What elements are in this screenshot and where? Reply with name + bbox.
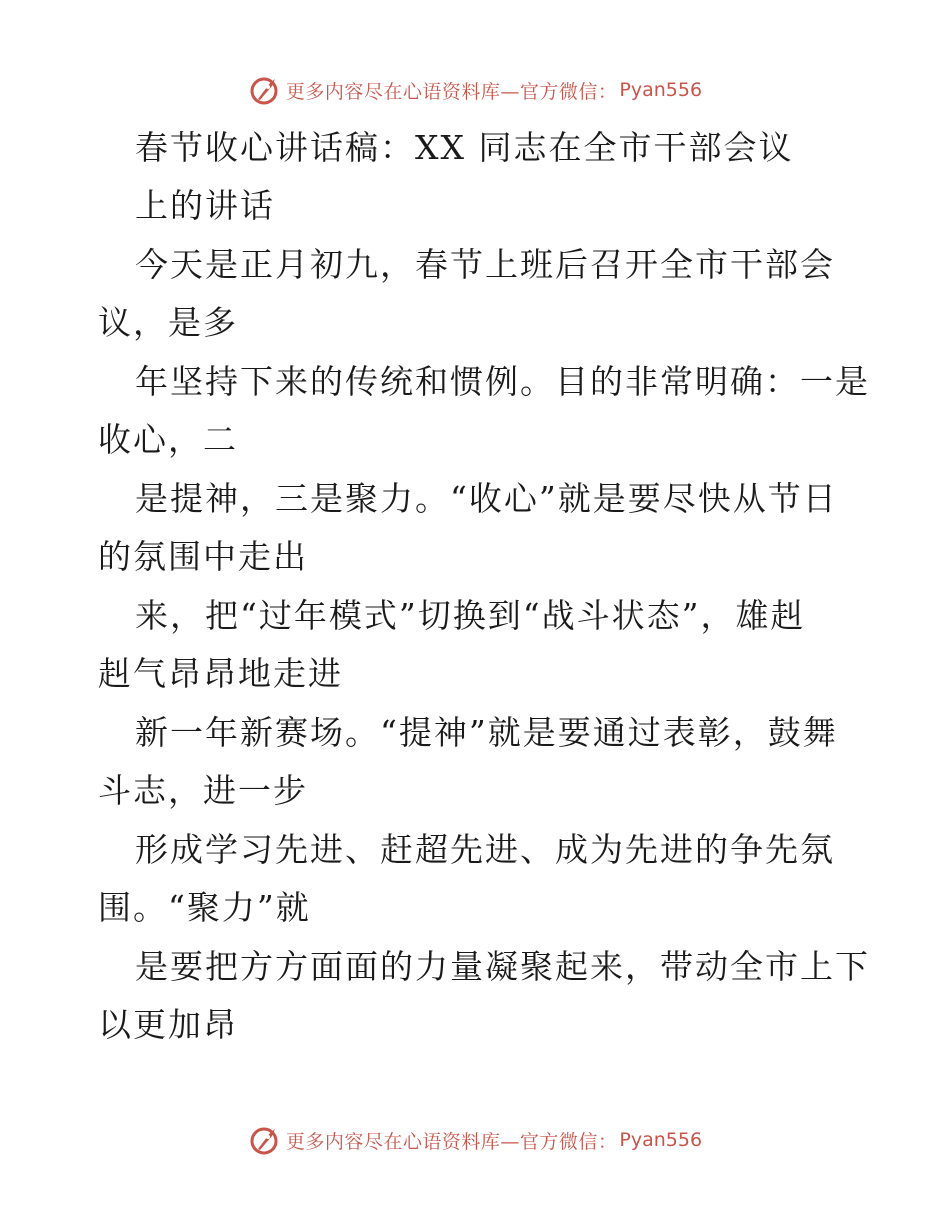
paragraph-line: 今天是正月初九，春节上班后召开全市干部会 (135, 245, 835, 284)
paragraph-line: 以更加昂 (98, 1005, 238, 1044)
paragraph-line: 是提神，三是聚力。“收心”就是要尽快从节日 (135, 479, 838, 518)
footer-watermark (0, 1122, 950, 1158)
paragraph-line: 赳气昂昂地走进 (98, 654, 343, 693)
paragraph-line: 议，是多 (98, 303, 238, 342)
paragraph-line: 新一年新赛场。“提神”就是要通过表彰，鼓舞 (135, 713, 838, 752)
watermark-wechat-id: Pyan556 (619, 1129, 703, 1151)
document-title-line-1: 春节收心讲话稿：XX 同志在全市干部会议 (135, 128, 794, 167)
paragraph-line: 形成学习先进、赶超先进、成为先进的争先氛 (135, 830, 835, 869)
watermark-text: 更多内容尽在心语资料库—官方微信： (285, 80, 618, 103)
paragraph-line: 来，把“过年模式”切换到“战斗状态”，雄赳 (135, 596, 806, 635)
paragraph-line: 收心，二 (98, 420, 238, 459)
paragraph-line: 年坚持下来的传统和惯例。目的非常明确：一是 (135, 362, 870, 401)
paragraph-line: 围。“聚力”就 (98, 888, 311, 927)
paragraph-line: 是要把方方面面的力量凝聚起来，带动全市上下 (135, 947, 870, 986)
pen-nib-logo-icon (248, 1123, 282, 1157)
paragraph-line: 斗志，进一步 (98, 771, 308, 810)
paragraph-line: 的氛围中走出 (98, 537, 308, 576)
watermark-text: 更多内容尽在心语资料库—官方微信： (285, 1130, 618, 1153)
document-title-line-2: 上的讲话 (135, 186, 275, 225)
watermark-wechat-id: Pyan556 (619, 79, 703, 101)
